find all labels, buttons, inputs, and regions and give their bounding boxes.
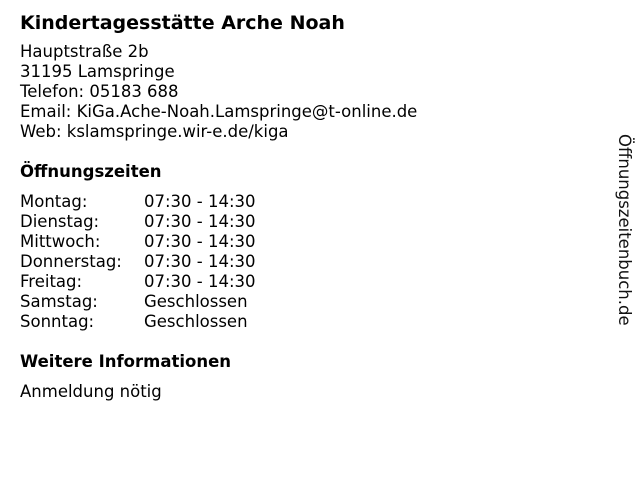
additional-info-text: Anmeldung nötig (20, 382, 162, 401)
street-address: Hauptstraße 2b (20, 42, 149, 61)
city-address: 31195 Lamspringe (20, 62, 175, 81)
hours-time-value: Geschlossen (144, 312, 248, 331)
hours-time-value: 07:30 - 14:30 (144, 212, 256, 231)
hours-row-sunday (20, 312, 600, 332)
hours-day-label: Sonntag: (20, 312, 95, 331)
opening-hours-table (20, 192, 600, 332)
site-brand-vertical: Öffnungszeitenbuch.de (615, 134, 634, 326)
hours-row-friday (20, 272, 600, 292)
hours-day-label: Montag: (20, 192, 88, 211)
hours-time-value: 07:30 - 14:30 (144, 232, 256, 251)
phone-number: Telefon: 05183 688 (20, 82, 179, 101)
hours-day-label: Freitag: (20, 272, 83, 291)
hours-day-label: Dienstag: (20, 212, 100, 231)
hours-time-value: 07:30 - 14:30 (144, 192, 256, 211)
hours-row-thursday (20, 252, 600, 272)
contact-block (20, 42, 600, 142)
hours-time-value: 07:30 - 14:30 (144, 272, 256, 291)
email-address: Email: KiGa.Ache-Noah.Lamspringe@t-online.de (20, 102, 418, 121)
hours-time-value: 07:30 - 14:30 (144, 252, 256, 271)
website-url: Web: kslamspringe.wir-e.de/kiga (20, 122, 289, 141)
hours-row-saturday (20, 292, 600, 312)
hours-day-label: Mittwoch: (20, 232, 101, 251)
hours-day-label: Donnerstag: (20, 252, 122, 271)
hours-day-label: Samstag: (20, 292, 98, 311)
additional-info-heading: Weitere Informationen (20, 352, 232, 371)
hours-time-value: Geschlossen (144, 292, 248, 311)
hours-row-monday (20, 192, 600, 212)
business-card (20, 10, 600, 402)
hours-row-tuesday (20, 212, 600, 232)
business-name: Kindertagesstätte Arche Noah (20, 12, 345, 34)
opening-hours-heading: Öffnungszeiten (20, 162, 162, 181)
hours-row-wednesday (20, 232, 600, 252)
